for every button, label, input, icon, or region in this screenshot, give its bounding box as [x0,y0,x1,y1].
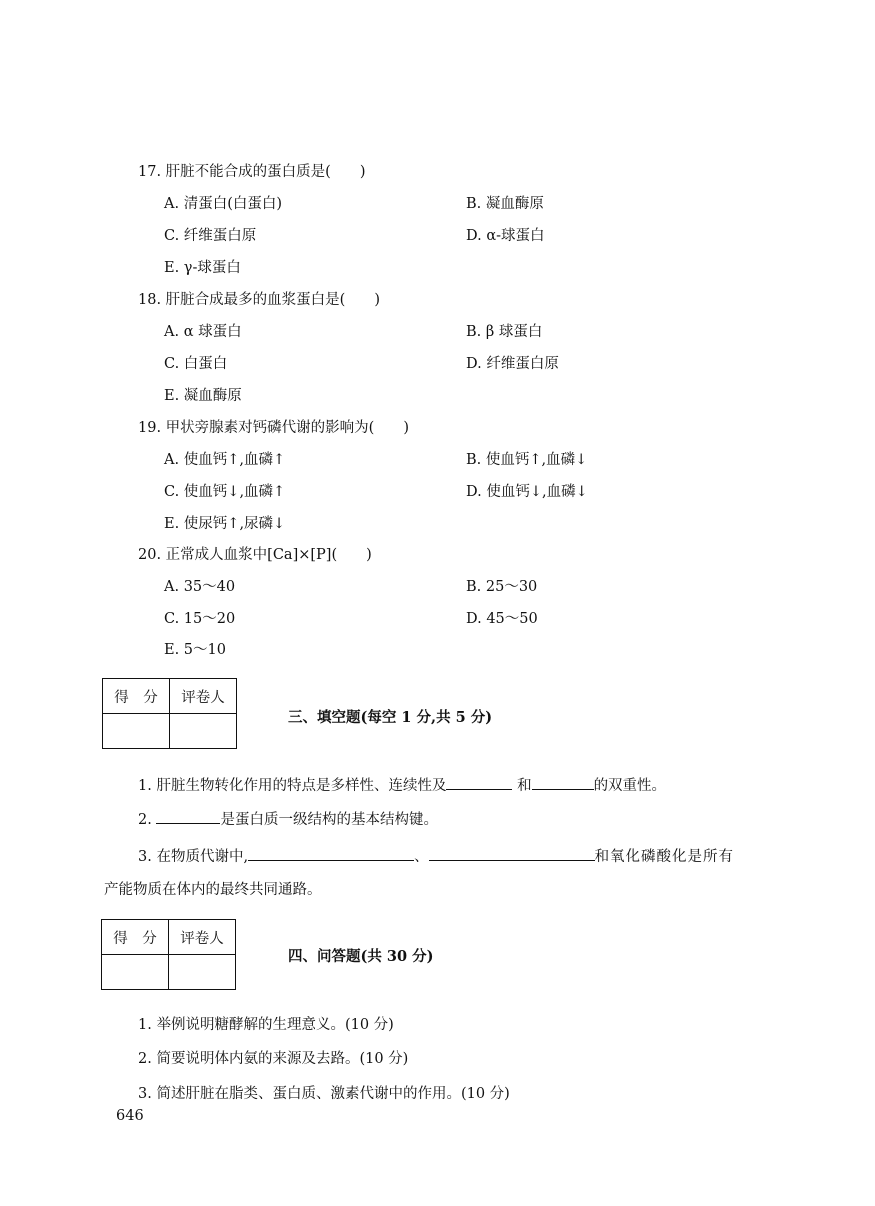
grader-label: 评卷人 [169,920,236,955]
section-3-title: 三、填空题(每空 1 分,共 5 分) [288,709,493,726]
blank-5 [429,846,595,861]
score-label: 得 分 [102,920,169,955]
blank-3 [156,809,220,824]
question-19-option-d: D. 使血钙↓,血磷↓ [466,484,588,500]
fill-item-3-line2: 产能物质在体内的最终共同通路。 [104,882,322,898]
score-cell [103,714,170,749]
question-19-stem: 19. 甲状旁腺素对钙磷代谢的影响为( ) [138,420,409,436]
question-17-option-d: D. α-球蛋白 [466,228,545,244]
page-number: 646 [116,1108,144,1124]
fill-item-2-prefix: 2. [138,812,152,828]
question-18-stem: 18. 肝脏合成最多的血浆蛋白是( ) [138,292,380,308]
fill-item-1-mid: 和 [517,778,532,794]
question-20-option-a: A. 35～40 [164,579,236,595]
fill-item-3 [138,845,734,866]
question-18-option-a: A. α 球蛋白 [164,324,242,340]
question-17-option-a: A. 清蛋白(白蛋白) [164,196,283,212]
fill-item-3-suffix: 和氧化磷酸化是所有 [594,849,735,865]
question-19-option-b: B. 使血钙↑,血磷↓ [466,452,588,468]
question-19-option-a: A. 使血钙↑,血磷↑ [164,452,286,468]
grader-cell [169,955,236,990]
essay-item-2: 2. 简要说明体内氨的来源及去路。(10 分) [138,1051,409,1067]
fill-item-2-suffix: 是蛋白质一级结构的基本结构键。 [220,812,438,828]
question-20-stem: 20. 正常成人血浆中[Ca]×[P]( ) [138,547,372,563]
question-17-stem: 17. 肝脏不能合成的蛋白质是( ) [138,164,366,180]
question-17-option-e: E. γ-球蛋白 [164,260,241,276]
question-19-option-e: E. 使尿钙↑,尿磷↓ [164,516,286,532]
question-20-option-e: E. 5～10 [164,642,226,658]
question-20-option-d: D. 45～50 [466,611,538,627]
question-19-option-c: C. 使血钙↓,血磷↑ [164,484,286,500]
grader-cell [170,714,237,749]
section-4-title: 四、问答题(共 30 分) [288,948,434,965]
question-17-option-c: C. 纤维蛋白原 [164,228,257,244]
grader-label: 评卷人 [170,679,237,714]
question-18-option-b: B. β 球蛋白 [466,324,543,340]
essay-item-3: 3. 简述肝脏在脂类、蛋白质、激素代谢中的作用。(10 分) [138,1086,510,1102]
score-label: 得 分 [103,679,170,714]
question-17-option-b: B. 凝血酶原 [466,196,544,212]
blank-4 [248,846,414,861]
fill-item-1 [138,774,666,795]
fill-item-3-prefix: 3. 在物质代谢中, [138,849,249,865]
question-18-option-c: C. 白蛋白 [164,356,228,372]
essay-item-1: 1. 举例说明糖酵解的生理意义。(10 分) [138,1017,394,1033]
question-18-option-d: D. 纤维蛋白原 [466,356,559,372]
fill-item-3-mid: 、 [414,849,429,865]
question-18-option-e: E. 凝血酶原 [164,388,242,404]
score-table-section-4 [101,919,236,990]
question-20-option-c: C. 15～20 [164,611,236,627]
blank-2 [532,775,594,790]
fill-item-1-prefix: 1. 肝脏生物转化作用的特点是多样性、连续性及 [138,778,447,794]
blank-1 [446,775,512,790]
score-table-section-3 [102,678,237,749]
score-cell [102,955,169,990]
question-20-option-b: B. 25～30 [466,579,538,595]
fill-item-2 [138,808,438,829]
fill-item-1-suffix: 的双重性。 [593,778,667,794]
